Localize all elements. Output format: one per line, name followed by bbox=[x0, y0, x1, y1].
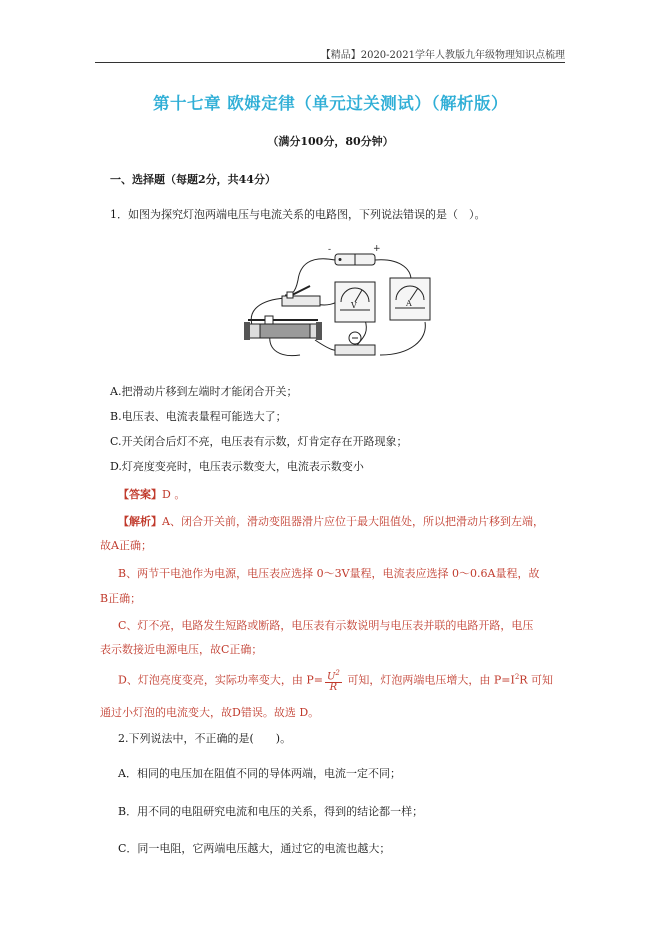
minus-label: - bbox=[328, 245, 332, 255]
analysis-d-text-a: D、灯泡亮度变亮，实际功率变大，由 P= bbox=[118, 673, 323, 687]
q2-option-a: A．相同的电压加在阻值不同的导体两端，电流一定不同； bbox=[118, 767, 401, 780]
formula-exponent: 2 bbox=[335, 669, 340, 677]
exam-subtitle: （满分100分，80分钟） bbox=[267, 135, 394, 148]
page-header: 【精品】2020-2021学年人教版九年级物理知识点梳理 bbox=[320, 50, 565, 61]
battery-icon bbox=[335, 254, 375, 265]
q1-analysis-d-line2: 通过小灯泡的电流变大，故D错误。故选 D。 bbox=[100, 706, 320, 719]
analysis-tag: 【解析】 bbox=[118, 515, 162, 528]
q1-option-c: C.开关闭合后灯不亮，电压表有示数，灯肯定存在开路现象； bbox=[110, 435, 408, 448]
q1-option-a: A.把滑动片移到左端时才能闭合开关； bbox=[110, 385, 298, 398]
switch-icon bbox=[282, 286, 320, 306]
question-2-stem: 2.下列说法中，不正确的是( )。 bbox=[118, 732, 292, 745]
analysis-d-text-b: 可知，灯泡两端电压增大，由 P=I bbox=[343, 673, 515, 687]
formula-denominator: R bbox=[329, 682, 338, 694]
q1-analysis-d-line1 bbox=[118, 668, 578, 693]
q1-analysis-c-line2: 表示数接近电源电压，故C正确； bbox=[100, 643, 263, 656]
q1-analysis-b-line2: B正确； bbox=[100, 592, 142, 605]
q2-option-b: B．用不同的电阻研究电流和电压的关系，得到的结论都一样； bbox=[118, 805, 424, 818]
section-heading: 一、选择题（每题2分，共44分） bbox=[110, 173, 276, 186]
circuit-diagram bbox=[240, 240, 455, 375]
ammeter-label: A bbox=[406, 299, 412, 308]
circuit-wire bbox=[380, 322, 425, 355]
rheostat-icon bbox=[244, 316, 322, 340]
circuit-wire bbox=[285, 259, 335, 295]
chapter-title: 第十七章 欧姆定律（单元过关测试）（解析版） bbox=[153, 94, 508, 113]
q1-analysis-a-line2: 故A正确； bbox=[100, 539, 152, 552]
plus-label: + bbox=[373, 244, 381, 254]
formula-numerator: U bbox=[326, 671, 336, 683]
q1-analysis-c-line1: C、灯不亮，电路发生短路或断路，电压表有示数说明与电压表并联的电路开路，电压 bbox=[118, 619, 534, 632]
q1-analysis-a-line1 bbox=[118, 513, 578, 529]
header-rule bbox=[95, 62, 565, 63]
question-1-stem: 1．如图为探究灯泡两端电压与电流关系的电路图，下列说法错误的是（ ）。 bbox=[110, 208, 486, 221]
q1-analysis-b-line1: B、两节干电池作为电源，电压表应选择 0～3V量程，电流表应选择 0～0.6A量程，故 bbox=[118, 567, 540, 580]
analysis-d-exponent: 2 bbox=[514, 673, 520, 682]
answer-value: D 。 bbox=[162, 488, 186, 501]
voltmeter-label: V bbox=[351, 301, 357, 310]
q1-answer bbox=[118, 486, 578, 502]
analysis-a-text: A、闭合开关前，滑动变阻器滑片应位于最大阻值处，所以把滑动片移到左端， bbox=[162, 515, 544, 528]
q2-option-c: C．同一电阻，它两端电压越大，通过它的电流也越大； bbox=[118, 842, 391, 855]
lamp-icon bbox=[335, 332, 375, 355]
power-formula bbox=[325, 668, 342, 693]
analysis-d-text-c: R 可知 bbox=[519, 673, 554, 687]
q1-option-d: D.灯亮度变亮时，电压表示数变大，电流表示数变小 bbox=[110, 460, 364, 473]
answer-tag: 【答案】 bbox=[118, 488, 162, 501]
q1-option-b: B.电压表、电流表量程可能选大了； bbox=[110, 410, 287, 423]
